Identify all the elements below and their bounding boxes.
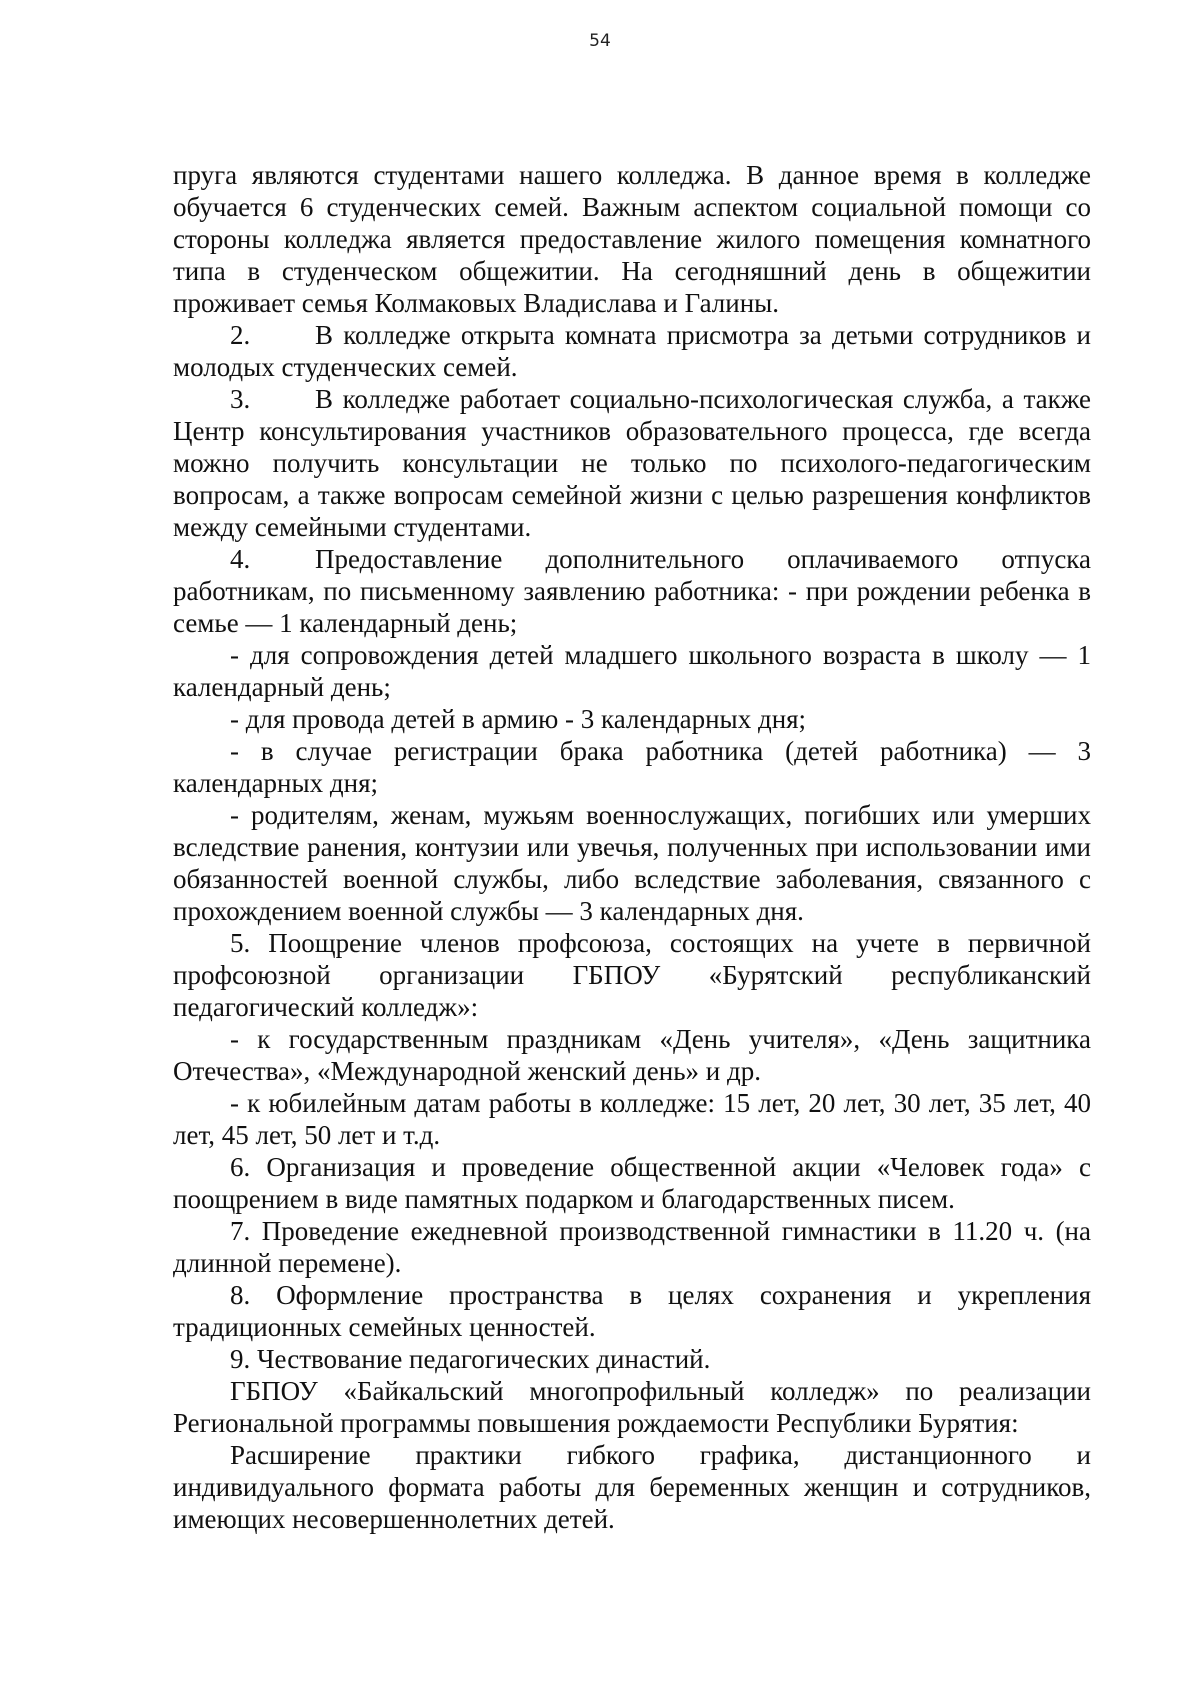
paragraph: 8. Оформление пространства в целях сохранения и укрепления традиционных семейных ценностей. [173,1280,1091,1342]
paragraph: 5. Поощрение членов профсоюза, состоящих на учете в первичной профсоюзной организации ГБПОУ «Бурятский республиканский педагогический колледж»: [173,928,1091,1022]
paragraph: - в случае регистрации брака работника (детей работника) — 3 календарных дня; [173,736,1091,798]
item-number: 2. [230,320,251,350]
paragraph: - к государственным праздникам «День учителя», «День защитника Отечества», «Международной женский день» и др. [173,1024,1091,1086]
item-number: 4. [230,544,251,574]
paragraph: Расширение практики гибкого графика, дистанционного и индивидуального формата работы для беременных женщин и сотрудников, имеющих несовершеннолетних детей. [173,1440,1091,1534]
paragraph-text: Предоставление дополнительного оплачиваемого отпуска работникам, по письменному заявлению работника: - при рождении ребенка в семье — 1 календарный день; [173,544,1091,638]
paragraph: 6. Организация и проведение общественной акции «Человек года» с поощрением в виде памятных подарком и благодарственных писем. [173,1152,1091,1214]
paragraph-text: В колледже открыта комната присмотра за детьми сотрудников и молодых студенческих семей. [173,320,1091,382]
paragraph: пруга являются студентами нашего колледжа. В данное время в колледже обучается 6 студенческих семей. Важным аспектом социальной помощи со стороны колледжа является предоставление жилого помещения комнатного типа в студенческом общежитии. На сегодняшний день в общежитии проживает семья Колмаковых Владислава и Галины. [173,160,1091,318]
document-body [173,159,1091,1535]
paragraph: - родителям, женам, мужьям военнослужащих, погибших или умерших вследствие ранения, контузии или увечья, полученных при использовании ими обязанностей военной службы, либо вследствие заболевания, связанного с прохождением военной службы — 3 календарных дня. [173,800,1091,926]
item-number: 3. [230,384,251,414]
page-number: 54 [589,31,611,51]
paragraph: - к юбилейным датам работы в колледже: 15 лет, 20 лет, 30 лет, 35 лет, 40 лет, 45 лет, 50 лет и т.д. [173,1088,1091,1150]
numbered-paragraph [173,319,1091,383]
numbered-paragraph [173,543,1091,639]
paragraph: ГБПОУ «Байкальский многопрофильный колледж» по реализации Региональной программы повышения рождаемости Республики Бурятия: [173,1376,1091,1438]
paragraph: 7. Проведение ежедневной производственной гимнастики в 11.20 ч. (на длинной перемене). [173,1216,1091,1278]
numbered-paragraph [173,383,1091,543]
paragraph: - для провода детей в армию - 3 календарных дня; [230,704,807,734]
paragraph: 9. Чествование педагогических династий. [230,1344,711,1374]
paragraph: - для сопровождения детей младшего школьного возраста в школу — 1 календарный день; [173,640,1091,702]
paragraph-text: В колледже работает социально-психологическая служба, а также Центр консультирования участников образовательного процесса, где всегда можно получить консультации не только по психолого-педагогическим вопросам, а также вопросам семейной жизни с целью разрешения конфликтов между семейными студентами. [173,384,1091,542]
